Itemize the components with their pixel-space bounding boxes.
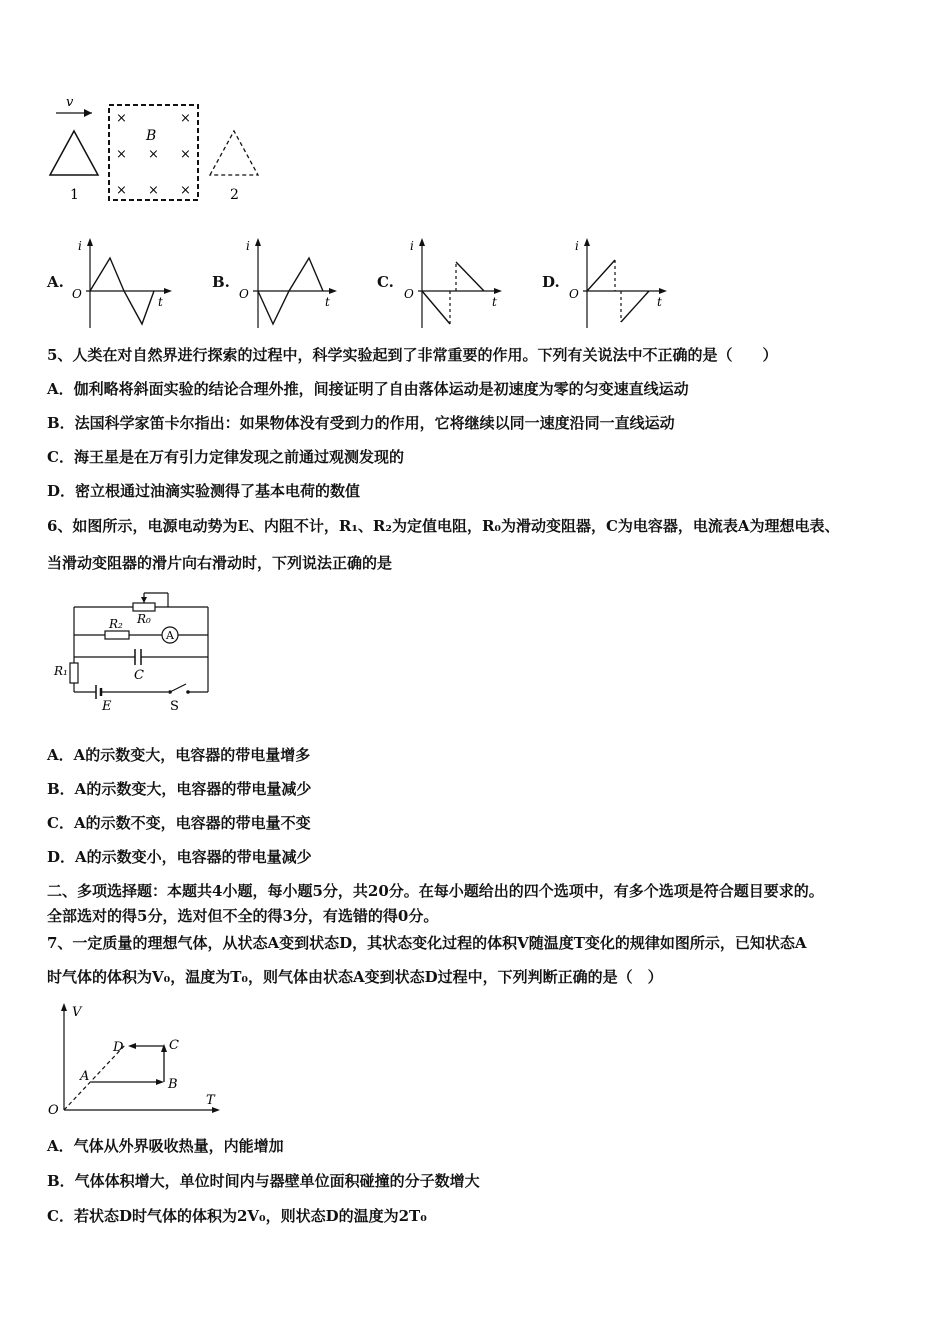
svg-text:i: i: [78, 239, 82, 253]
point-b: B: [168, 1077, 178, 1092]
q6-option-d: D．A的示数变小，电容器的带电量减少: [47, 848, 312, 866]
svg-text:×: ×: [116, 183, 127, 198]
svg-text:×: ×: [116, 147, 127, 162]
graph-option-a: A.: [47, 273, 64, 291]
t-axis-label: T: [206, 1093, 215, 1108]
svg-text:O: O: [239, 287, 249, 301]
point-a: A: [80, 1069, 90, 1084]
svg-text:×: ×: [180, 111, 191, 126]
svg-text:×: ×: [148, 183, 159, 198]
svg-text:O: O: [404, 287, 414, 301]
q5-option-d: D．密立根通过油滴实验测得了基本电荷的数值: [47, 482, 361, 500]
q5-option-b: B．法国科学家笛卡尔指出：如果物体没有受到力的作用，它将继续以同一速度沿同一直线运动: [47, 414, 675, 432]
q7-stem-line1: 7、一定质量的理想气体，从状态A变到状态D，其状态变化过程的体积V随温度T变化的规律如图所示，已知状态A: [47, 934, 807, 952]
q6-stem-line1: 6、如图所示，电源电动势为E、内阻不计，R₁、R₂为定值电阻，R₀为滑动变阻器，C为电容器，电流表A为理想电表、: [47, 517, 840, 535]
ammeter-label: A: [166, 629, 174, 642]
point-d: D: [113, 1040, 124, 1055]
svg-text:t: t: [657, 295, 662, 309]
q6-option-b: B．A的示数变大，电容器的带电量减少: [47, 780, 312, 798]
field-figure: [40, 95, 280, 210]
q5-stem: 5、人类在对自然界进行探索的过程中，科学实验起到了非常重要的作用。下列有关说法中不正确的是（ ）: [47, 346, 778, 364]
svg-text:i: i: [575, 239, 579, 253]
q5-option-c: C．海王星是在万有引力定律发现之前通过观测发现的: [47, 448, 404, 466]
graph-option-c: C.: [377, 273, 394, 291]
q6-option-c: C．A的示数不变，电容器的带电量不变: [47, 814, 311, 832]
capacitor-label: C: [134, 668, 144, 683]
graph-d: [563, 236, 673, 331]
svg-text:i: i: [246, 239, 250, 253]
svg-text:t: t: [325, 295, 330, 309]
q7-option-a: A．气体从外界吸收热量，内能增加: [47, 1137, 284, 1155]
svg-text:×: ×: [180, 183, 191, 198]
label-1: 1: [70, 187, 79, 203]
svg-text:t: t: [492, 295, 497, 309]
label-2: 2: [230, 187, 239, 203]
graph-b: [233, 236, 343, 331]
q7-option-c: C．若状态D时气体的体积为2V₀，则状态D的温度为2T₀: [47, 1207, 427, 1225]
circuit-diagram: [50, 583, 220, 715]
velocity-label: v: [66, 95, 74, 110]
v-axis-label: V: [72, 1005, 82, 1020]
graph-option-d: D.: [542, 273, 560, 291]
switch-label: S: [170, 699, 179, 714]
svg-text:×: ×: [180, 147, 191, 162]
point-c: C: [169, 1038, 179, 1053]
triangle-1: [50, 131, 98, 175]
r0-label: R₀: [137, 612, 151, 626]
q7-option-b: B．气体体积增大，单位时间内与器壁单位面积碰撞的分子数增大: [47, 1172, 480, 1190]
svg-text:×: ×: [116, 111, 127, 126]
triangle-2: [210, 131, 258, 175]
field-label: B: [146, 128, 157, 144]
graph-c: [398, 236, 508, 331]
svg-text:O: O: [569, 287, 579, 301]
r2-label: R₂: [109, 617, 123, 631]
battery-label: E: [102, 699, 112, 714]
q6-stem-line2: 当滑动变阻器的滑片向右滑动时，下列说法正确的是: [47, 554, 393, 572]
q7-stem-line2: 时气体的体积为V₀，温度为T₀，则气体由状态A变到状态D过程中，下列判断正确的是（ ）: [47, 968, 663, 986]
section2-line1: 二、多项选择题：本题共4小题，每小题5分，共20分。在每小题给出的四个选项中，有多个选项是符合题目要求的。: [47, 882, 824, 900]
vt-graph: [40, 998, 230, 1123]
svg-text:×: ×: [148, 147, 159, 162]
section2-line2: 全部选对的得5分，选对但不全的得3分，有选错的得0分。: [47, 907, 439, 925]
svg-text:t: t: [158, 295, 163, 309]
r1-label: R₁: [54, 664, 68, 678]
svg-text:O: O: [72, 287, 82, 301]
origin-label: O: [48, 1103, 59, 1118]
graph-a: [68, 236, 178, 331]
graph-option-b: B.: [212, 273, 230, 291]
svg-text:i: i: [410, 239, 414, 253]
q5-option-a: A．伽利略将斜面实验的结论合理外推，间接证明了自由落体运动是初速度为零的匀变速直线运动: [47, 380, 689, 398]
q6-option-a: A．A的示数变大，电容器的带电量增多: [47, 746, 311, 764]
